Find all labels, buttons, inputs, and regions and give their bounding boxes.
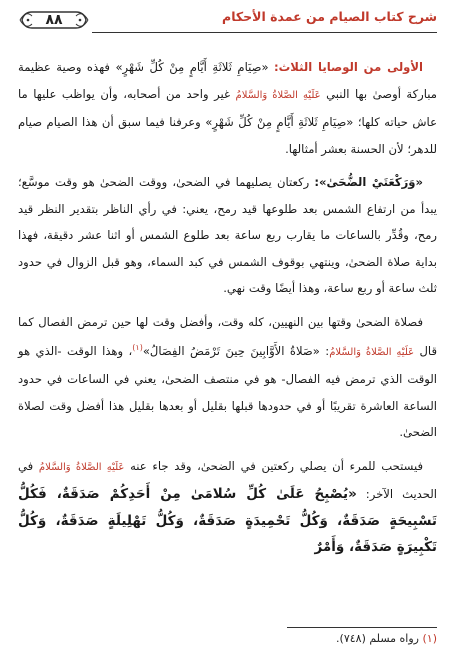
page-number: ٨٨ <box>45 12 63 28</box>
header-rule <box>92 32 437 33</box>
paragraph-2 <box>18 169 437 302</box>
footnote-text: رواه مسلم (٧٤٨). <box>336 632 423 645</box>
paragraph-text: فصلاة الضحىٰ وقتها بين النهيين، كله وقت، وأفضل وقت لها حين ترمض الفصال كما قال <box>18 314 438 358</box>
paragraph-text: فيستحب للمرء أن يصلي ركعتين في الضحىٰ، وقد جاء عنه <box>124 458 423 473</box>
hadith-quote: «يُصْبِحُ عَلَىٰ كُلِّ سُلامَىٰ مِنْ أَحَدِكُمْ صَدَقَةٌ، فَكُلُّ تَسْبِيحَةٍ صَدَقَةٌ، وَكُلُّ تَحْمِيدَةٍ صَدَقَةٌ، وَكُلُّ تَهْلِيلَةٍ صَدَقَةٌ، وَكُلُّ تَكْبِيرَةٍ صَدَقَةٌ، وَأَمْرٌ <box>18 486 437 556</box>
salutation-glyph: عَلَيْهِ الصَّلاةُ وَالسَّلامُ <box>329 346 415 358</box>
footnote <box>336 632 437 645</box>
page-header <box>0 0 455 40</box>
footnote-number: (١) <box>422 632 437 645</box>
footnote-rule <box>287 627 437 628</box>
section-heading: الأولى من الوصايا الثلاث: <box>274 60 423 74</box>
page-body <box>18 54 437 568</box>
paragraph-text: في الحديث الآخر: <box>18 458 438 502</box>
paragraph-text: ، وهذا الوقت -الذي هو الوقت الذي ترمض فيه الفصال- هو في منتصف الضحىٰ، يعني في الساعات في حدود الساعة العاشرة تقريبًا أو في حدودها قبلها بقليل أو بعدها بقليل هذا أفضل وقت لصلاة الضحىٰ. <box>18 343 437 440</box>
paragraph-text: «صِيَامِ ثَلاثَةِ أَيَّامٍ مِنْ كُلِّ شَهْرٍ» فهذه وصية عظيمة مباركة أوصىٰ بها النبي <box>18 60 437 101</box>
paragraph-1 <box>18 54 437 162</box>
salutation-glyph: عَلَيْهِ الصَّلاةُ وَالسَّلامُ <box>235 89 321 101</box>
paragraph-text: غير واحد من أصحابه، وأن يواظب عليها ما عاش حياته كلها؛ «صِيَامِ ثَلاثَةِ أَيَّامٍ مِنْ كُلِّ شَهْرٍ» وعرفنا فيما سبق أن هذا الصيام صيام للدهر؛ لأن الحسنة بعشر أمثالها. <box>18 86 437 156</box>
footnote-ref[interactable]: (١) <box>132 343 143 352</box>
paragraph-text: : «صَلاةُ الأَوَّابِينَ حِينَ تَرْمَضُ الفِصَالُ» <box>142 343 330 358</box>
salutation-glyph: عَلَيْهِ الصَّلاةُ وَالسَّلامُ <box>38 461 125 473</box>
paragraph-text: ركعتان يصليهما في الضحىٰ، ووقت الضحىٰ هو وقت موسَّع؛ يبدأ من ارتفاع الشمس بعد طلوعها قيد رمح، يعني: في رأي الناظر بتقدير النظر قيد رمح، وقُدِّر بالساعات ما يقارب ربع ساعة بعد طلوع الشمس أو اثنا عشر دقيقة، فهذا بداية صلاة الضحىٰ، وينتهي بوقوف الشمس في كبد السماء، وهو قبل الزوال في حدود ثلث ساعة أو ربع ساعة، وهذا أيضًا وقت نهي. <box>18 175 437 295</box>
page-number-ornament <box>18 8 90 32</box>
paragraph-4 <box>18 453 437 561</box>
hadith-quote: «وَرَكْعَتَيْ الضُّحَىٰ»: <box>314 175 423 189</box>
paragraph-3 <box>18 309 437 446</box>
running-title: شرح كتاب الصيام من عمدة الأحكام <box>222 9 437 24</box>
